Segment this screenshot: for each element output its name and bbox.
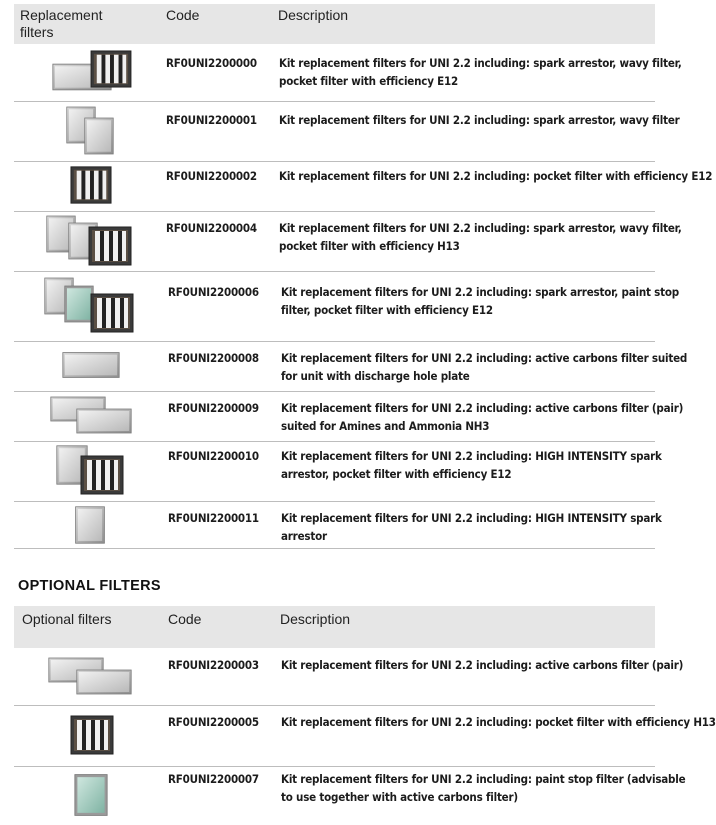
table-row — [14, 501, 662, 549]
table-row — [14, 271, 679, 342]
header-code: Code — [168, 611, 202, 627]
product-code: RF0UNI2200009 — [168, 401, 259, 415]
table-row — [14, 101, 680, 162]
product-code: RF0UNI2200005 — [168, 715, 259, 729]
table-row — [14, 648, 684, 706]
product-code: RF0UNI2200004 — [166, 221, 257, 235]
product-description: Kit replacement filters for UNI 2.2 including: spark arrestor, wavy filter, pocket filter with efficiency E12 — [279, 56, 682, 88]
table-header — [14, 606, 655, 648]
product-code: RF0UNI2200006 — [168, 285, 259, 299]
carbon-filter-pair-image — [48, 656, 134, 698]
product-code: RF0UNI2200001 — [166, 113, 257, 127]
pocket-filter-image — [70, 165, 112, 205]
replacement-filters-table — [14, 4, 713, 549]
product-code: RF0UNI2200008 — [168, 351, 259, 365]
filter-kit-image — [56, 445, 126, 497]
table-row — [14, 766, 686, 824]
carbon-filter-pair-image — [50, 395, 134, 437]
table-row — [14, 211, 682, 272]
product-code: RF0UNI2200010 — [168, 449, 259, 463]
product-code: RF0UNI2200002 — [166, 169, 257, 183]
table-row — [14, 391, 684, 442]
header-description: Description — [280, 611, 351, 627]
pocket-filter-image — [70, 713, 114, 757]
optional-filters-table — [14, 606, 716, 825]
product-code: RF0UNI2200003 — [168, 658, 259, 672]
product-description: Kit replacement filters for UNI 2.2 including: spark arrestor, wavy filter — [279, 113, 680, 127]
header-code: Code — [166, 7, 200, 23]
product-description: Kit replacement filters for UNI 2.2 including: spark arrestor, paint stop filter, pocket filter with efficiency E12 — [281, 285, 679, 317]
product-description: Kit replacement filters for UNI 2.2 including: active carbons filter (pair) suited for Amines and Ammonia NH3 — [281, 401, 684, 433]
filter-kit-image — [44, 275, 136, 337]
product-code: RF0UNI2200007 — [168, 772, 259, 786]
carbon-filter-image — [62, 349, 120, 381]
product-description: Kit replacement filters for UNI 2.2 including: HIGH INTENSITY spark arrestor — [281, 511, 662, 543]
product-code: RF0UNI2200000 — [166, 56, 257, 70]
header-optional-filters: Optional filters — [22, 611, 112, 627]
filter-kit-image — [46, 214, 132, 268]
product-description: Kit replacement filters for UNI 2.2 including: HIGH INTENSITY spark arrestor, pocket filter with efficiency E12 — [281, 449, 662, 481]
table-row — [14, 441, 662, 502]
product-description: Kit replacement filters for UNI 2.2 including: active carbons filter suited for unit with discharge hole plate — [281, 351, 688, 383]
header-description: Description — [278, 7, 349, 23]
product-description: Kit replacement filters for UNI 2.2 including: active carbons filter (pair) — [281, 658, 684, 672]
product-description: Kit replacement filters for UNI 2.2 including: pocket filter with efficiency H13 — [281, 715, 716, 729]
table-header — [14, 4, 655, 44]
spark-arrestor-image — [72, 506, 108, 544]
table-row — [14, 44, 682, 102]
product-description: Kit replacement filters for UNI 2.2 including: spark arrestor, wavy filter, pocket filter with efficiency H13 — [279, 221, 682, 253]
header-replacement-filters: Replacement filters — [20, 7, 103, 40]
table-row — [14, 341, 688, 392]
section-title-optional-filters: OPTIONAL FILTERS — [18, 578, 161, 594]
table-row — [14, 705, 716, 767]
product-code: RF0UNI2200011 — [168, 511, 259, 525]
paint-stop-filter-image — [74, 772, 108, 818]
product-description: Kit replacement filters for UNI 2.2 including: pocket filter with efficiency E12 — [279, 169, 713, 183]
filter-kit-image — [52, 50, 134, 96]
product-description: Kit replacement filters for UNI 2.2 including: paint stop filter (advisable to use together with active carbons filter) — [281, 772, 686, 804]
filter-kit-image — [66, 105, 116, 157]
table-row — [14, 161, 713, 212]
